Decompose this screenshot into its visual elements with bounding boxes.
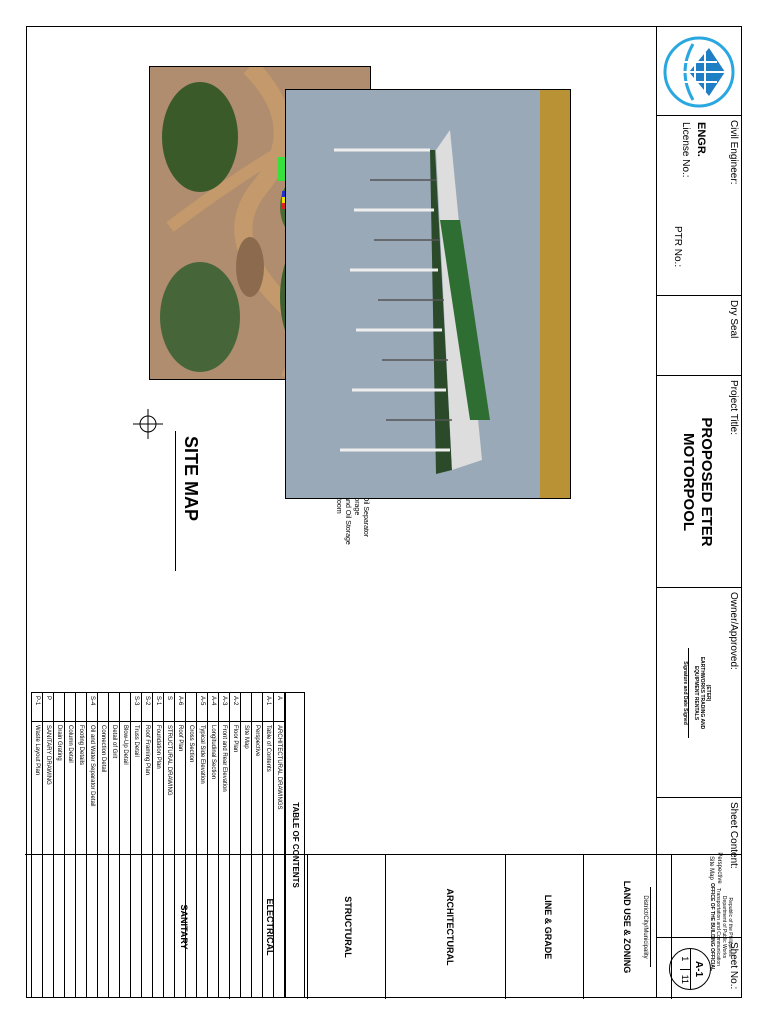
sheet-no-label: Sheet No.: — [728, 942, 739, 990]
official-line1: Republic of the Philippines — [727, 897, 733, 957]
rotated-sheet — [25, 26, 741, 998]
project-title-label: Project Title: — [728, 380, 739, 436]
license-label: License No.: — [680, 122, 691, 178]
official-line4: OFFICE OF THE BUILDING OFFICIAL — [709, 882, 715, 972]
official-line2: Department of Public Works — [721, 895, 727, 959]
toc-desc: Site Map — [241, 722, 252, 998]
ptr-label: PTR No.: — [672, 226, 683, 268]
owner-label: Owner/Approved: — [728, 592, 739, 670]
globe-logo-icon — [659, 32, 739, 112]
zone-land-use — [583, 855, 671, 999]
toc-desc: Footing Details — [76, 722, 87, 998]
perspective-render — [285, 89, 571, 499]
toc-desc: Perspective — [252, 722, 263, 998]
toc-desc: Detail of Grit — [109, 722, 120, 998]
toc-code — [252, 693, 263, 722]
toc-desc: Roof Framing Plan — [142, 722, 153, 998]
toc-code: S-1 — [153, 693, 164, 722]
toc-code: A-3 — [219, 693, 230, 722]
toc-desc: STRUCTURAL DRAWING — [164, 722, 175, 998]
site-map-title: SITE MAP — [181, 436, 201, 522]
dry-seal-cell — [657, 296, 741, 376]
toc-desc: Foundation Plan — [153, 722, 164, 998]
toc-desc: Cross Section — [186, 722, 197, 998]
zone-label: LAND USE & ZONING — [622, 880, 632, 974]
owner-sign: Signature and Date Signed — [682, 661, 688, 725]
zone-label: LINE & GRADE — [543, 894, 553, 960]
zone-line-grade — [505, 855, 583, 999]
sheet-total: 11 — [680, 974, 690, 984]
toc-desc: Roof Plan — [175, 722, 186, 998]
official-line3: Transportation and Communication — [715, 888, 721, 966]
zone-structural — [307, 855, 385, 999]
toc-title: TABLE OF CONTENTS — [285, 692, 305, 998]
zone-label: SANITARY — [179, 904, 189, 950]
sheet-content-label: Sheet Content: — [728, 802, 739, 869]
toc-code: A-5 — [197, 693, 208, 722]
crosshair-icon — [133, 409, 163, 439]
toc-desc: SANITARY DRAWING — [43, 722, 54, 998]
toc-code — [98, 693, 109, 722]
toc-desc: Connection Detail — [98, 722, 109, 998]
toc-code: A — [274, 693, 285, 722]
zone-label: ELECTRICAL — [265, 898, 275, 956]
toc-desc: Oil and Water Separator Detail — [87, 722, 98, 998]
engineer-cell — [657, 116, 741, 296]
owner-abbr: (ETER) — [705, 684, 711, 702]
civil-engineer-label: Civil Engineer: — [728, 120, 739, 185]
project-title-line2: MOTORPOOL — [680, 432, 697, 532]
official-header — [671, 855, 741, 999]
toc-code: P-1 — [32, 693, 43, 722]
toc-code: S-4 — [87, 693, 98, 722]
toc-code — [65, 693, 76, 722]
owner-name-line1: EARTHWORKS TRADING AND — [699, 656, 705, 730]
toc-code — [186, 693, 197, 722]
zone-architectural — [385, 855, 505, 999]
toc-code — [54, 693, 65, 722]
toc-desc: Table of Contents — [263, 722, 274, 998]
toc-code: S-3 — [131, 693, 142, 722]
engr-label: ENGR. — [695, 122, 707, 157]
approval-strip — [25, 854, 741, 999]
toc-desc: Truss Detail — [131, 722, 142, 998]
toc-code: S-2 — [142, 693, 153, 722]
toc-code: S — [164, 693, 175, 722]
toc-desc: Front and Rear Elevation — [219, 722, 230, 998]
toc-desc: Blow-Up Detail — [120, 722, 131, 998]
district-label: District/City/Municipality — [642, 895, 648, 959]
toc-code — [76, 693, 87, 722]
toc-code — [109, 693, 120, 722]
zone-label: STRUCTURAL — [343, 896, 353, 958]
sheet-content-line1: Perspective — [716, 852, 722, 884]
toc-desc: Longitudinal Section — [208, 722, 219, 998]
toc-desc: Column Detail — [65, 722, 76, 998]
toc-code — [241, 693, 252, 722]
toc-code: A-1 — [263, 693, 274, 722]
project-title-line1: PROPOSED ETER — [698, 417, 715, 547]
sheet-code: A-1 — [693, 960, 704, 978]
project-title-cell — [657, 376, 741, 588]
title-block — [656, 26, 741, 998]
toc-code: A-6 — [175, 693, 186, 722]
toc-desc: Drain Grating — [54, 722, 65, 998]
toc-desc: Floor Plan — [230, 722, 241, 998]
sheet-num: 1 — [680, 949, 690, 970]
owner-name-line2: EQUIPMENT RENTALS — [693, 665, 699, 721]
toc-desc: Typical Side Elevation — [197, 722, 208, 998]
toc-code: P — [43, 693, 54, 722]
dry-seal-label: Dry Seal — [728, 300, 739, 339]
zone-electrical — [229, 855, 307, 999]
sheet-content-line2: Site Map — [708, 856, 714, 880]
owner-cell — [657, 588, 741, 798]
toc-code — [120, 693, 131, 722]
toc-code: A-4 — [208, 693, 219, 722]
toc-desc: Waste Layout Plan — [32, 722, 43, 998]
logo-cell — [657, 26, 741, 116]
zone-label: ARCHITECTURAL — [445, 888, 455, 966]
zone-sanitary — [25, 855, 229, 999]
toc-code: A-2 — [230, 693, 241, 722]
toc-desc: ARCHITECTURAL DRAWINGS — [274, 722, 285, 998]
